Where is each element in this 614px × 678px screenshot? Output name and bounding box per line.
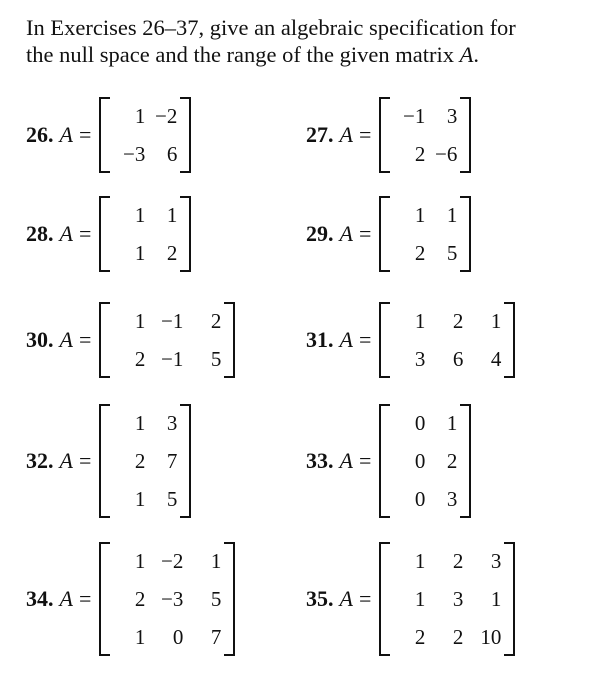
matrix-variable: A bbox=[59, 327, 73, 352]
matrix-entries bbox=[393, 404, 457, 518]
matrix bbox=[99, 302, 235, 378]
matrix-entries bbox=[113, 404, 177, 518]
matrix-entry-r1c3: 3 bbox=[490, 549, 502, 573]
matrix bbox=[99, 97, 191, 173]
exercise-label bbox=[306, 586, 379, 612]
matrix-entry-r2c1: 2 bbox=[134, 587, 146, 611]
matrix-entries bbox=[393, 542, 501, 656]
matrix-entry-r2c2: 5 bbox=[446, 241, 458, 265]
exercise-number: 30. bbox=[26, 327, 54, 352]
matrix-entry-r1c1: 1 bbox=[134, 309, 146, 333]
matrix-entry-r1c1: 1 bbox=[414, 549, 426, 573]
matrix-variable: A bbox=[339, 327, 353, 352]
matrix-variable: A bbox=[339, 122, 353, 147]
matrix-entry-r2c2: −3 bbox=[161, 587, 184, 611]
intro-matrix-variable: A bbox=[459, 42, 474, 67]
matrix bbox=[99, 404, 191, 518]
exercise-33 bbox=[306, 404, 471, 518]
matrix-entry-r3c1: 1 bbox=[134, 487, 146, 511]
exercise-34 bbox=[26, 542, 235, 656]
equals-sign: = bbox=[358, 327, 372, 352]
matrix-entry-r2c2: 6 bbox=[166, 142, 178, 166]
matrix-entry-r2c2: −1 bbox=[161, 347, 184, 371]
right-bracket bbox=[460, 404, 471, 518]
matrix-entry-r2c1: 0 bbox=[414, 449, 426, 473]
exercise-label bbox=[26, 327, 99, 353]
matrix-variable: A bbox=[339, 448, 353, 473]
matrix-entry-r1c2: 3 bbox=[446, 104, 458, 128]
matrix-entry-r2c1: 1 bbox=[134, 241, 146, 265]
exercise-number: 29. bbox=[306, 221, 334, 246]
exercise-28 bbox=[26, 196, 191, 272]
matrix-entry-r1c3: 2 bbox=[210, 309, 222, 333]
left-bracket bbox=[379, 97, 390, 173]
exercise-31 bbox=[306, 302, 515, 378]
left-bracket bbox=[379, 542, 390, 656]
matrix-entry-r2c2: −6 bbox=[435, 142, 458, 166]
exercise-label bbox=[26, 586, 99, 612]
exercise-27 bbox=[306, 97, 471, 173]
exercise-label bbox=[26, 448, 99, 474]
matrix-variable: A bbox=[339, 221, 353, 246]
equals-sign: = bbox=[78, 448, 92, 473]
intro-line-2-text: the null space and the range of the given matrix bbox=[26, 42, 460, 67]
equals-sign: = bbox=[78, 327, 92, 352]
matrix-entries bbox=[393, 302, 501, 378]
right-bracket bbox=[460, 196, 471, 272]
matrix-entry-r2c1: 1 bbox=[414, 587, 426, 611]
exercise-number: 26. bbox=[26, 122, 54, 147]
exercise-number: 32. bbox=[26, 448, 54, 473]
matrix-entry-r1c2: 2 bbox=[452, 309, 464, 333]
intro-line-2 bbox=[26, 41, 606, 68]
exercise-number: 35. bbox=[306, 586, 334, 611]
matrix bbox=[379, 542, 515, 656]
matrix-entry-r2c2: 2 bbox=[446, 449, 458, 473]
matrix-entry-r3c2: 2 bbox=[452, 625, 464, 649]
matrix-entry-r1c1: 0 bbox=[414, 411, 426, 435]
exercise-number: 27. bbox=[306, 122, 334, 147]
matrix bbox=[99, 542, 235, 656]
matrix-entry-r1c1: 1 bbox=[134, 411, 146, 435]
matrix-entries bbox=[113, 196, 177, 272]
matrix-variable: A bbox=[59, 221, 73, 246]
exercise-number: 34. bbox=[26, 586, 54, 611]
matrix-entry-r2c1: 3 bbox=[414, 347, 426, 371]
matrix-entry-r1c2: −1 bbox=[161, 309, 184, 333]
matrix-variable: A bbox=[59, 586, 73, 611]
exercise-label bbox=[306, 221, 379, 247]
matrix bbox=[379, 302, 515, 378]
left-bracket bbox=[99, 542, 110, 656]
exercise-label bbox=[306, 448, 379, 474]
matrix-entry-r1c1: 1 bbox=[414, 203, 426, 227]
exercise-label bbox=[26, 122, 99, 148]
left-bracket bbox=[99, 97, 110, 173]
matrix-entry-r1c2: −2 bbox=[155, 104, 178, 128]
matrix-entry-r2c1: −3 bbox=[123, 142, 146, 166]
matrix-entries bbox=[393, 97, 457, 173]
exercise-29 bbox=[306, 196, 471, 272]
matrix-entry-r2c1: 2 bbox=[414, 241, 426, 265]
equals-sign: = bbox=[358, 586, 372, 611]
matrix bbox=[379, 196, 471, 272]
matrix-entry-r2c3: 5 bbox=[210, 587, 222, 611]
matrix-entry-r2c3: 5 bbox=[210, 347, 222, 371]
matrix-entry-r2c3: 4 bbox=[490, 347, 502, 371]
matrix-entries bbox=[113, 302, 221, 378]
exercise-label bbox=[26, 221, 99, 247]
equals-sign: = bbox=[358, 122, 372, 147]
matrix-entry-r2c2: 2 bbox=[166, 241, 178, 265]
matrix-entry-r2c1: 2 bbox=[134, 449, 146, 473]
matrix-entry-r1c1: 1 bbox=[134, 549, 146, 573]
matrix-entry-r3c2: 0 bbox=[172, 625, 184, 649]
matrix-entry-r1c2: −2 bbox=[161, 549, 184, 573]
matrix-entry-r1c3: 1 bbox=[210, 549, 222, 573]
right-bracket bbox=[504, 542, 515, 656]
equals-sign: = bbox=[78, 122, 92, 147]
matrix-entry-r2c2: 6 bbox=[452, 347, 464, 371]
right-bracket bbox=[460, 97, 471, 173]
matrix-entries bbox=[113, 542, 221, 656]
left-bracket bbox=[379, 404, 390, 518]
right-bracket bbox=[504, 302, 515, 378]
matrix-entries bbox=[393, 196, 457, 272]
exercise-label bbox=[306, 327, 379, 353]
right-bracket bbox=[180, 196, 191, 272]
matrix-entries bbox=[113, 97, 177, 173]
matrix-entry-r1c1: 1 bbox=[134, 104, 146, 128]
matrix-entry-r2c1: 2 bbox=[414, 142, 426, 166]
left-bracket bbox=[99, 404, 110, 518]
matrix-entry-r3c2: 5 bbox=[166, 487, 178, 511]
matrix-variable: A bbox=[59, 448, 73, 473]
matrix-variable: A bbox=[339, 586, 353, 611]
equals-sign: = bbox=[358, 448, 372, 473]
equals-sign: = bbox=[78, 586, 92, 611]
matrix-entry-r2c2: 7 bbox=[166, 449, 178, 473]
exercise-number: 28. bbox=[26, 221, 54, 246]
matrix-entry-r3c2: 3 bbox=[446, 487, 458, 511]
right-bracket bbox=[224, 302, 235, 378]
matrix-entry-r3c1: 1 bbox=[134, 625, 146, 649]
matrix-entry-r1c2: 1 bbox=[446, 411, 458, 435]
matrix-entry-r1c1: 1 bbox=[134, 203, 146, 227]
matrix-entry-r3c1: 0 bbox=[414, 487, 426, 511]
matrix-entry-r2c1: 2 bbox=[134, 347, 146, 371]
matrix bbox=[379, 404, 471, 518]
matrix-entry-r2c3: 1 bbox=[490, 587, 502, 611]
matrix-entry-r1c2: 1 bbox=[166, 203, 178, 227]
exercise-label bbox=[306, 122, 379, 148]
matrix-entry-r1c1: −1 bbox=[403, 104, 426, 128]
matrix-entry-r1c1: 1 bbox=[414, 309, 426, 333]
matrix bbox=[99, 196, 191, 272]
left-bracket bbox=[99, 196, 110, 272]
right-bracket bbox=[224, 542, 235, 656]
intro-paragraph bbox=[26, 14, 606, 68]
right-bracket bbox=[180, 97, 191, 173]
exercise-number: 33. bbox=[306, 448, 334, 473]
matrix-entry-r3c3: 7 bbox=[210, 625, 222, 649]
matrix-entry-r1c2: 1 bbox=[446, 203, 458, 227]
exercise-32 bbox=[26, 404, 191, 518]
left-bracket bbox=[379, 302, 390, 378]
matrix-entry-r2c2: 3 bbox=[452, 587, 464, 611]
matrix bbox=[379, 97, 471, 173]
exercise-30 bbox=[26, 302, 235, 378]
equals-sign: = bbox=[78, 221, 92, 246]
intro-period: . bbox=[473, 42, 479, 67]
equals-sign: = bbox=[358, 221, 372, 246]
right-bracket bbox=[180, 404, 191, 518]
matrix-entry-r1c2: 2 bbox=[452, 549, 464, 573]
matrix-entry-r3c1: 2 bbox=[414, 625, 426, 649]
matrix-entry-r1c3: 1 bbox=[490, 309, 502, 333]
exercise-number: 31. bbox=[306, 327, 334, 352]
matrix-entry-r3c3: 10 bbox=[480, 625, 502, 649]
exercise-35 bbox=[306, 542, 515, 656]
matrix-entry-r1c2: 3 bbox=[166, 411, 178, 435]
intro-line-1: In Exercises 26–37, give an algebraic specification for bbox=[26, 15, 516, 40]
left-bracket bbox=[99, 302, 110, 378]
exercise-26 bbox=[26, 97, 191, 173]
matrix-variable: A bbox=[59, 122, 73, 147]
left-bracket bbox=[379, 196, 390, 272]
